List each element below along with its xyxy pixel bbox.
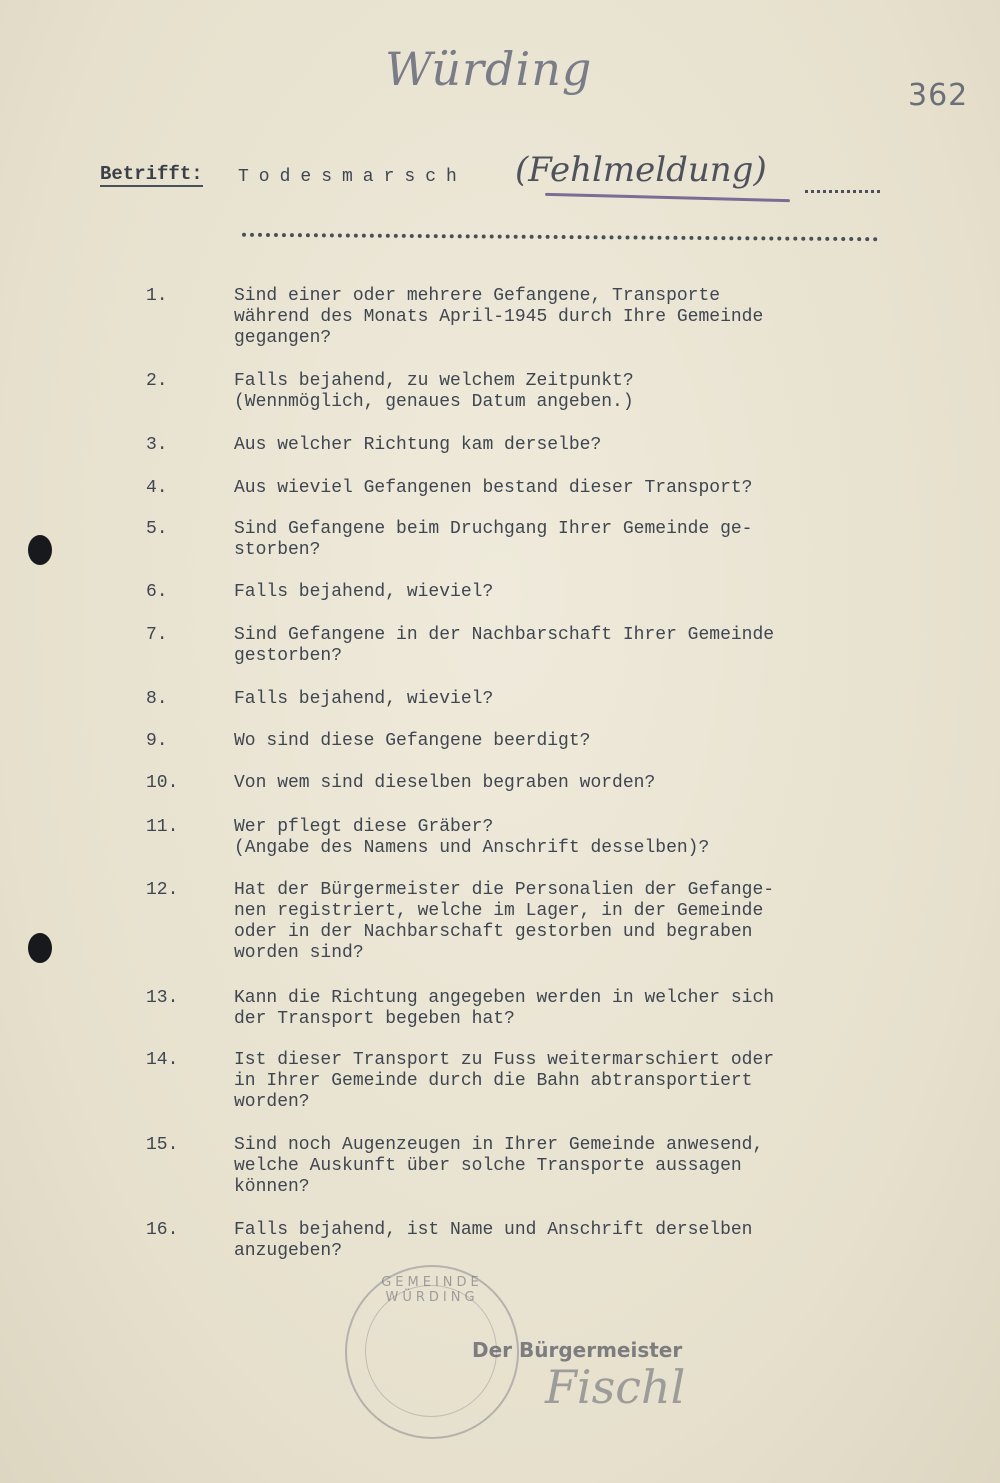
question-number: 5. <box>146 519 168 539</box>
question-text: Falls bejahend, zu welchem Zeitpunkt? (Wennmöglich, genaues Datum angeben.) <box>234 371 634 412</box>
question-text: Sind einer oder mehrere Gefangene, Transporte während des Monats April-1945 durch Ihre Gemeinde gegangen? <box>234 286 764 348</box>
question-text: Sind Gefangene beim Druchgang Ihrer Gemeinde ge- storben? <box>234 519 753 560</box>
question-text: Falls bejahend, ist Name und Anschrift derselben anzugeben? <box>234 1220 753 1261</box>
question-text: Kann die Richtung angegeben werden in welcher sich der Transport begeben hat? <box>234 988 775 1029</box>
question-number: 7. <box>146 625 168 645</box>
question-number: 10. <box>146 773 179 793</box>
question-number: 6. <box>146 582 168 602</box>
page-number: 362 <box>908 78 969 113</box>
mayor-signature: Fischl <box>545 1360 686 1414</box>
question-text: Aus wieviel Gefangenen bestand dieser Transport? <box>234 478 753 498</box>
question-number: 9. <box>146 731 168 751</box>
question-text: Wer pflegt diese Gräber? (Angabe des Namens und Anschrift desselben)? <box>234 817 710 858</box>
question-number: 8. <box>146 689 168 709</box>
question-number: 2. <box>146 371 168 391</box>
handwritten-place-name: Würding <box>385 42 593 96</box>
question-text: Hat der Bürgermeister die Personalien der Gefange- nen registriert, welche im Lager, in der Gemeinde oder in der Nachbarschaft gestorben und begraben worden sind? <box>234 880 775 963</box>
subject-handwritten-note: (Fehlmeldung) <box>515 150 767 190</box>
question-number: 15. <box>146 1135 179 1155</box>
question-number: 13. <box>146 988 179 1008</box>
question-number: 14. <box>146 1050 179 1070</box>
question-text: Sind noch Augenzeugen in Ihrer Gemeinde anwesend, welche Auskunft über solche Transporte aussagen können? <box>234 1135 764 1197</box>
question-text: Ist dieser Transport zu Fuss weitermarschiert oder in Ihrer Gemeinde durch die Bahn abtransportiert worden? <box>234 1050 775 1112</box>
question-text: Sind Gefangene in der Nachbarschaft Ihrer Gemeinde gestorben? <box>234 625 775 666</box>
question-text: Falls bejahend, wieviel? <box>234 689 494 709</box>
question-number: 1. <box>146 286 168 306</box>
subject-value: Todesmarsch <box>238 167 467 187</box>
subject-label: Betrifft: <box>100 163 203 185</box>
question-number: 16. <box>146 1220 179 1240</box>
question-number: 4. <box>146 478 168 498</box>
question-number: 12. <box>146 880 179 900</box>
question-text: Von wem sind dieselben begraben worden? <box>234 773 656 793</box>
question-number: 3. <box>146 435 168 455</box>
mayor-label: Der Bürgermeister <box>472 1338 683 1362</box>
question-text: Aus welcher Richtung kam derselbe? <box>234 435 602 455</box>
question-text: Falls bejahend, wieviel? <box>234 582 494 602</box>
question-text: Wo sind diese Gefangene beerdigt? <box>234 731 591 751</box>
question-number: 11. <box>146 817 179 837</box>
stamp-text: GEMEINDE WÜRDING <box>381 1275 483 1305</box>
